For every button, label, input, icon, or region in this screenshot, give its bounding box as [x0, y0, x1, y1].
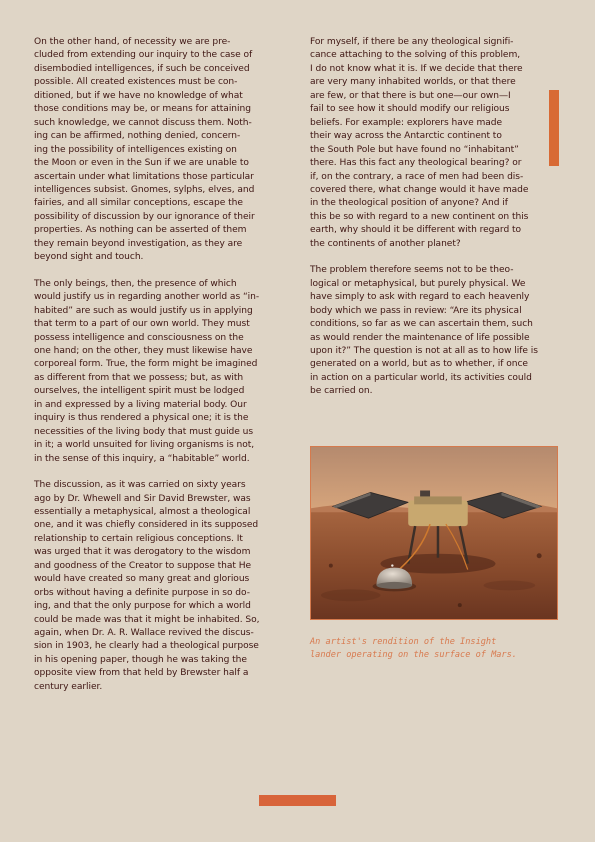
footer-bar — [259, 795, 336, 806]
right-paragraph-2: The problem therefore seems not to be theo- logical or metaphysical, but purely physical. We have simply to ask with regard to each heavenly body which we pass in review: “Are its physical conditions, so far as we can ascertain them, such as would render the maintenance of life possible upon it?” The question is not at all as to how life is generated on a world, but as to whether, if once in action on a particular world, its activities could be carried on. — [310, 265, 538, 397]
left-paragraph-1: On the other hand, of necessity we are pre- cluded from extending our inquiry to the case of disembodied intelligences, if such be conceived possible. All created existences must be con- ditioned, but if we have no knowledge of what those conditions may be, or means for attaining such knowledge, we cannot discuss them. Noth- ing can be affirmed, nothing denied, concern- ing the possibility of intelligences existing on the Moon or even in the Sun if we are unable to ascertain under what limitations those particular intelligences subsist. Gnomes, sylphs, elves, and fairies, and all similar conceptions, escape the possibility of discussion by our ignorance of their properties. As nothing can be asserted of them they remain beyond investigation, as they are beyond sight and touch. — [34, 37, 255, 263]
mars-lander-image — [311, 447, 557, 619]
accent-bar — [549, 90, 559, 166]
right-column — [310, 36, 560, 399]
left-paragraph-2: The only beings, then, the presence of which would justify us in regarding another world as “in- habited” are such as would justify us in applying that term to a part of our own world. They must possess intelligence and consciousness on the one hand; on the other, they must likewise have corporeal form. True, the form might be imagined as different from that we possess; but, as with ourselves, the intelligent spirit must be lodged in and expressed by a living material body. Our inquiry is thus rendered a physical one; it is the necessities of the living body that must guide us in it; a world unsuited for living organisms is not, in the sense of this inquiry, a “habitable” world. — [34, 278, 260, 464]
figure-caption: An artist's rendition of the Insight lander operating on the surface of Mars. — [310, 637, 517, 660]
mars-lander-illustration — [310, 446, 558, 620]
right-paragraph-1: For myself, if there be any theological signifi- cance attaching to the solving of this problem, I do not know what it is. If we decide that there are very many inhabited worlds, or that there are few, or that there is but one—our own—I fail to see how it should modify our religious beliefs. For example: explorers have made their way across the Antarctic continent to the South Pole but have found no “inhabitant” there. Has this fact any theological bearing? or if, on the contrary, a race of men had been dis- covered there, what change would it have made in the theological position of anyone? And if this be so with regard to a new continent on this earth, why should it be different with regard to the continents of another planet? — [310, 37, 529, 249]
left-paragraph-3: The discussion, as it was carried on sixty years ago by Dr. Whewell and Sir David Brewster, was essentially a metaphysical, almost a theological one, and it was chiefly considered in its supposed relationship to certain religious conceptions. It was urged that it was derogatory to the wisdom and goodness of the Creator to suppose that He would have created so many great and glorious orbs without having a definite purpose in so do- ing, and that the only purpose for which a world could be made was that it might be inhabited. So, again, when Dr. A. R. Wallace revived the discus- sion in 1903, he clearly had a theological purpose in his opening paper, though he was taking the opposite view from that held by Brewster half a century earlier. — [34, 480, 260, 692]
left-column — [34, 36, 286, 694]
